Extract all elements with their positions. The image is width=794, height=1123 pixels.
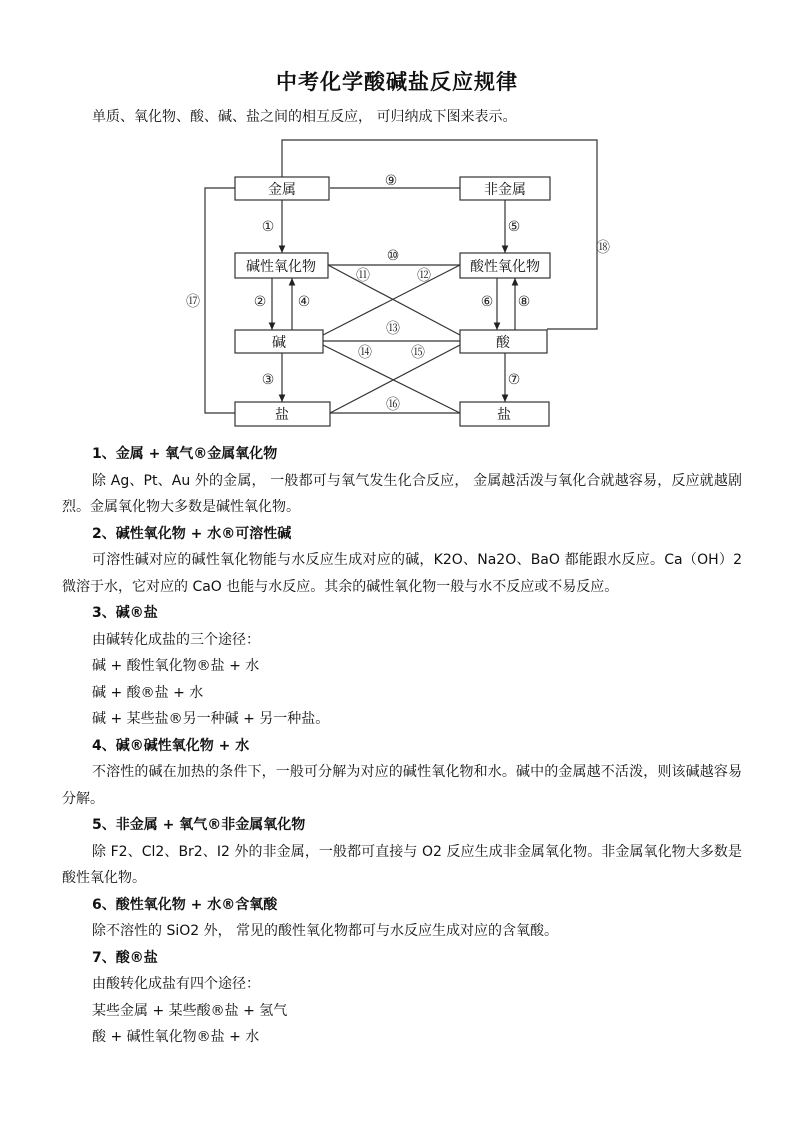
marker-10: ⑩ bbox=[386, 248, 400, 264]
section-heading: 5、非金属 + 氧气®非金属氧化物 bbox=[92, 817, 306, 833]
section-7 bbox=[62, 945, 742, 1051]
section-2 bbox=[62, 521, 742, 601]
paragraph: 不溶性的碱在加热的条件下，一般可分解为对应的碱性氧化物和水。碱中的金属越不活泼，则该碱越容易分解。 bbox=[62, 764, 742, 807]
section-heading: 3、碱®盐 bbox=[92, 605, 158, 621]
section-6 bbox=[62, 892, 742, 945]
paragraph: 除不溶性的 SiO2 外， 常见的酸性氧化物都可与水反应生成对应的含氧酸。 bbox=[92, 923, 559, 939]
marker-1: ① bbox=[261, 219, 275, 235]
paragraph: 可溶性碱对应的碱性氧化物能与水反应生成对应的碱，K2O、Na2O、BaO 都能跟水反应。Ca（OH）2 微溶于水，它对应的 CaO 也能与水反应。其余的碱性氧化物一般与水不反应或不易反应。 bbox=[62, 552, 742, 595]
marker-3: ③ bbox=[261, 372, 275, 388]
section-heading: 4、碱®碱性氧化物 + 水 bbox=[92, 737, 250, 754]
section-heading: 7、酸®盐 bbox=[92, 949, 158, 966]
section-heading: 2、碱性氧化物 + 水®可溶性碱 bbox=[92, 525, 292, 542]
list-line: 某些金属 + 某些酸®盐 + 氢气 bbox=[92, 1002, 288, 1019]
box-salt-left-label: 盐 bbox=[275, 407, 289, 423]
section-5 bbox=[62, 812, 742, 892]
marker-9: ⑨ bbox=[384, 173, 398, 189]
marker-7: ⑦ bbox=[507, 372, 521, 388]
list-line: 由碱转化成盐的三个途径： bbox=[92, 631, 260, 648]
list-line: 碱 + 某些盐®另一种碱 + 另一种盐。 bbox=[92, 711, 330, 727]
marker-12: ⑫ bbox=[417, 268, 431, 284]
paragraph: 除 Ag、Pt、Au 外的金属， 一般都可与氧气发生化合反应， 金属越活泼与氧化合就越容易，反应就越剧烈。金属氧化物大多数是碱性氧化物。 bbox=[62, 472, 742, 515]
marker-17: ⑰ bbox=[186, 294, 200, 310]
connector-17 bbox=[205, 188, 235, 413]
box-salt-right-label: 盐 bbox=[497, 407, 511, 423]
box-acidic-oxide-label: 酸性氧化物 bbox=[470, 259, 540, 275]
box-basic-oxide-label: 碱性氧化物 bbox=[246, 259, 316, 275]
reaction-diagram bbox=[0, 0, 794, 440]
section-3 bbox=[62, 600, 742, 733]
section-1 bbox=[62, 441, 742, 521]
intro-text: 单质、氧化物、酸、碱、盐之间的相互反应， 可归纳成下图来表示。 bbox=[92, 109, 517, 125]
box-base-label: 碱 bbox=[272, 335, 286, 351]
connector-18 bbox=[282, 140, 597, 329]
marker-13: ⑬ bbox=[386, 321, 400, 337]
marker-4: ④ bbox=[297, 294, 311, 310]
marker-18: ⑱ bbox=[596, 240, 610, 256]
list-line: 由酸转化成盐有四个途径： bbox=[92, 976, 260, 992]
marker-6: ⑥ bbox=[480, 294, 494, 310]
content-body bbox=[62, 441, 742, 1051]
list-line: 酸 + 碱性氧化物®盐 + 水 bbox=[92, 1029, 260, 1045]
list-line: 碱 + 酸性氧化物®盐 + 水 bbox=[92, 658, 260, 674]
box-acid-label: 酸 bbox=[496, 335, 510, 351]
marker-5: ⑤ bbox=[507, 219, 521, 235]
marker-2: ② bbox=[253, 294, 267, 310]
marker-15: ⑮ bbox=[411, 345, 425, 361]
list-line: 碱 + 酸®盐 + 水 bbox=[92, 684, 204, 701]
section-heading: 1、金属 + 氧气®金属氧化物 bbox=[92, 446, 278, 462]
paragraph: 除 F2、Cl2、Br2、I2 外的非金属，一般都可直接与 O2 反应生成非金属氧化物。非金属氧化物大多数是酸性氧化物。 bbox=[62, 843, 742, 886]
marker-8: ⑧ bbox=[517, 294, 531, 310]
page-title: 中考化学酸碱盐反应规律 bbox=[276, 70, 518, 94]
marker-14: ⑭ bbox=[358, 345, 372, 361]
marker-11: ⑪ bbox=[356, 268, 370, 284]
section-heading: 6、酸性氧化物 + 水®含氧酸 bbox=[92, 896, 278, 913]
marker-16: ⑯ bbox=[386, 397, 400, 413]
box-nonmetal-label: 非金属 bbox=[484, 182, 526, 198]
box-metal-label: 金属 bbox=[268, 182, 296, 198]
section-4 bbox=[62, 733, 742, 813]
